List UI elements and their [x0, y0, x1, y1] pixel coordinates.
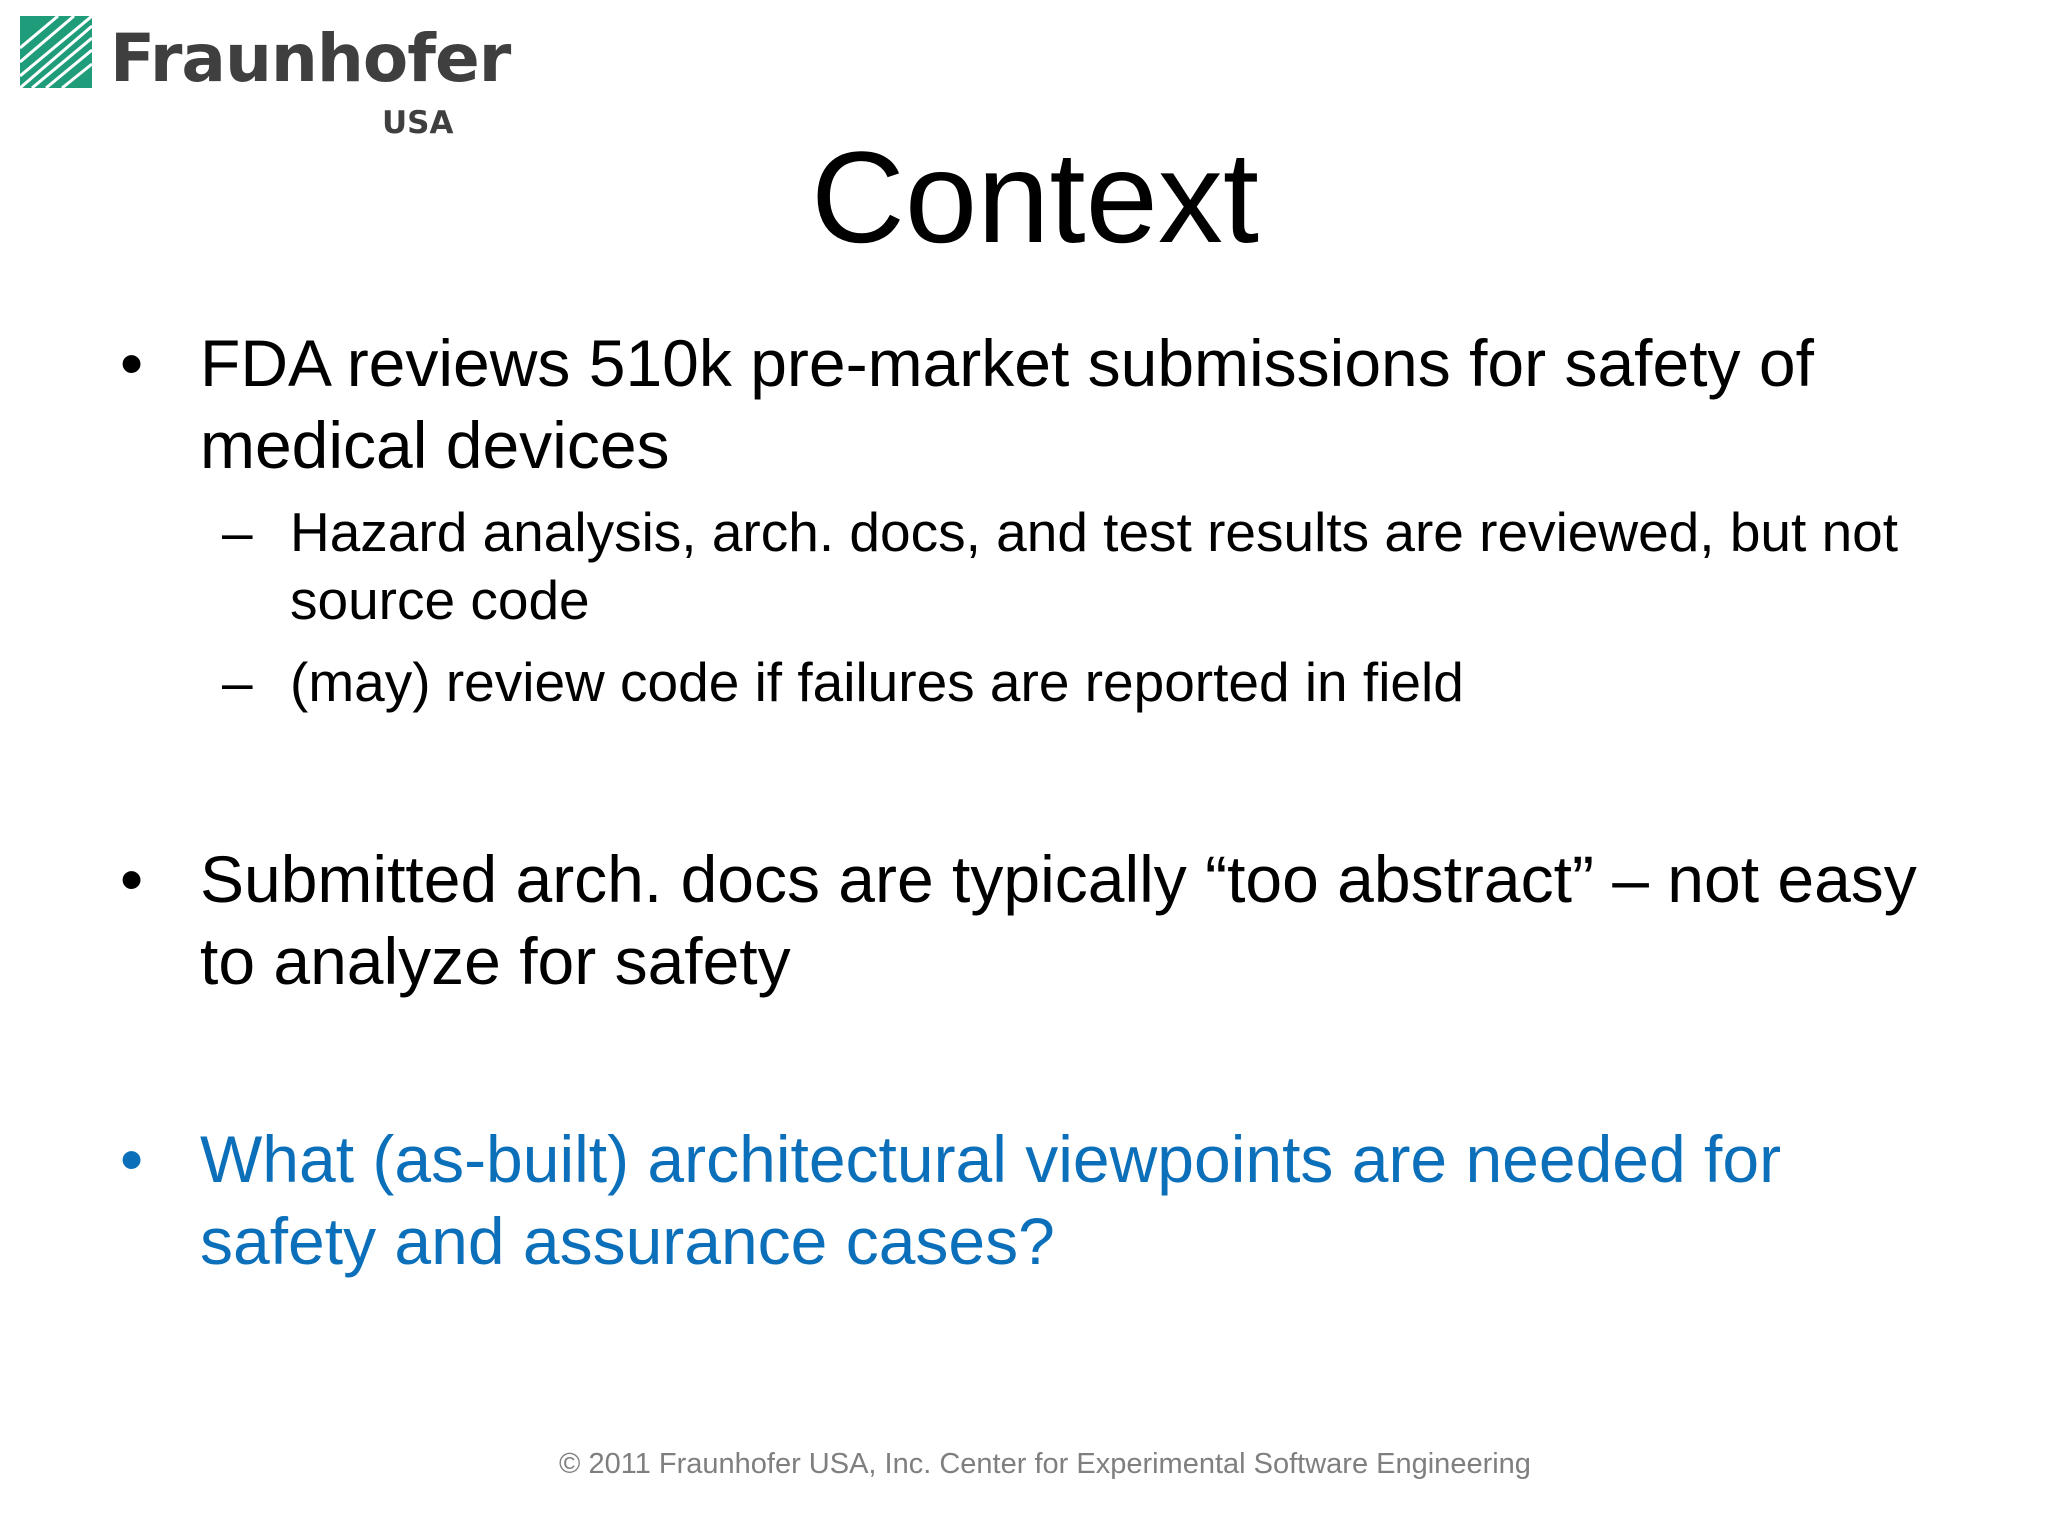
sub-bullet-text: (may) review code if failures are reported in field [290, 651, 1464, 713]
slide-title: Context [810, 124, 1260, 270]
bullet-marker: • [120, 1122, 144, 1196]
sub-bullet-item [222, 648, 1950, 716]
fraunhofer-logo-icon [20, 16, 92, 88]
bullet-item [120, 838, 1960, 1002]
sub-bullet-marker: – [222, 651, 253, 713]
bullet-text: Submitted arch. docs are typically “too abstract” – not easy to analyze for safety [200, 842, 1917, 998]
bullet-marker: • [120, 842, 144, 916]
bullet-text: What (as-built) architectural viewpoints are needed for safety and assurance cases? [200, 1122, 1782, 1278]
bullet-item-highlight [120, 1118, 1960, 1282]
bullet-marker: • [120, 326, 144, 400]
sub-bullet-text: Hazard analysis, arch. docs, and test results are reviewed, but not source code [290, 501, 1899, 631]
sub-bullet-marker: – [222, 501, 253, 563]
logo-wordmark: Fraunhofer [110, 20, 511, 97]
bullet-item [120, 322, 1960, 486]
logo-subtitle: USA [382, 105, 454, 141]
sub-bullet-item [222, 498, 1950, 634]
bullet-text: FDA reviews 510k pre-market submissions for safety of medical devices [200, 326, 1814, 482]
footer-copyright: © 2011 Fraunhofer USA, Inc. Center for Experimental Software Engineering [559, 1448, 1531, 1480]
